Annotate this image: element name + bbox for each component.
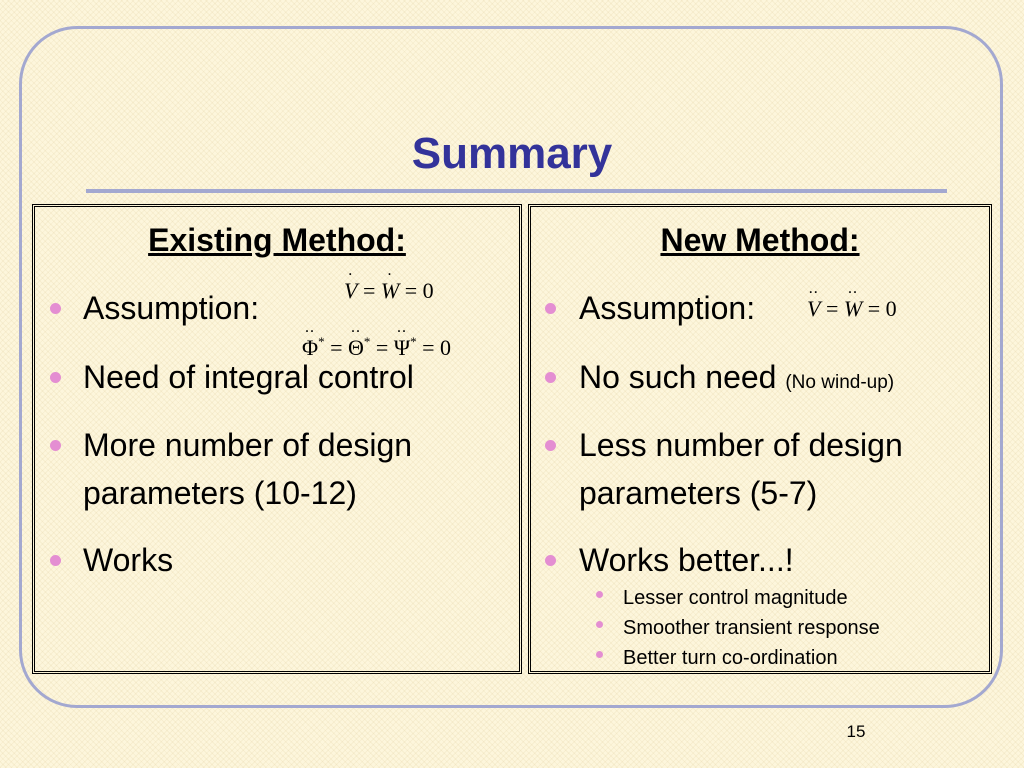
sub-item-transient-response: Smoother transient response [623, 617, 880, 639]
new-design-params-line1: Less number of design [579, 427, 903, 463]
bullet-icon [50, 303, 61, 314]
existing-method-panel [32, 204, 522, 674]
bullet-icon [545, 372, 556, 383]
existing-design-params-line2: parameters (10-12) [83, 475, 357, 511]
new-design-params-line2: parameters (5-7) [579, 475, 818, 511]
bullet-icon [50, 555, 61, 566]
bullet-icon [50, 372, 61, 383]
bullet-icon [545, 303, 556, 314]
new-works-better: Works better...! [579, 542, 794, 578]
no-wind-up-note: (No wind-up) [785, 372, 895, 393]
sub-bullet-icon [596, 591, 603, 598]
new-method-heading: New Method: [660, 222, 860, 258]
existing-assumption-label: Assumption: [83, 290, 260, 326]
sub-item-control-magnitude: Lesser control magnitude [623, 587, 848, 609]
new-assumption-equation: .. V = .. W = 0 [807, 280, 897, 321]
title-divider [86, 189, 947, 193]
existing-method-heading: Existing Method: [148, 222, 406, 258]
new-method-panel [528, 204, 992, 674]
existing-integral-control: Need of integral control [83, 359, 414, 395]
slide-title: Summary [411, 129, 613, 178]
sub-bullet-icon [596, 621, 603, 628]
page-number: 15 [846, 722, 866, 741]
bullet-icon [545, 440, 556, 451]
new-no-such-need-text: No such need [579, 359, 777, 395]
sub-item-turn-coordination: Better turn co-ordination [623, 647, 838, 669]
existing-design-params-line1: More number of design [83, 427, 413, 463]
new-assumption-label: Assumption: [579, 290, 756, 326]
existing-assumption-equation-2: .. Φ* = .. Θ* = .. Ψ* = 0 [302, 319, 451, 360]
existing-assumption-equation-1: . V = . W = 0 [344, 262, 434, 303]
new-no-such-need [579, 354, 894, 406]
existing-works: Works [83, 542, 174, 578]
bullet-icon [545, 555, 556, 566]
bullet-icon [50, 440, 61, 451]
sub-bullet-icon [596, 651, 603, 658]
